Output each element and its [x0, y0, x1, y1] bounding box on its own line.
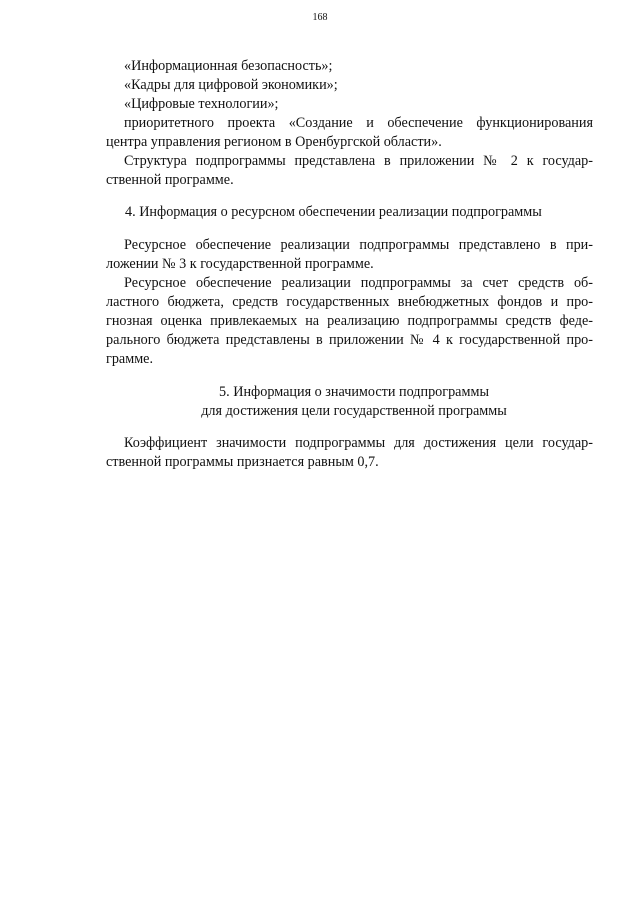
- list-item: «Информационная безопасность»;: [124, 58, 333, 74]
- section-4-paragraph-1: [106, 236, 593, 274]
- heading-line: 5. Информация о значимости подпрограммы: [219, 384, 489, 400]
- text-line: ложении № 3 к государственной программе.: [106, 256, 374, 272]
- text-line: Ресурсное обеспечение реализации подпрограммы за счет средств об-: [124, 275, 593, 291]
- text-line: ластного бюджета, средств государственных внебюджетных фондов и про-: [106, 294, 593, 310]
- text-line: приоритетного проекта «Создание и обеспечение функционирования: [124, 115, 593, 131]
- section-5-paragraph-1: [106, 434, 593, 472]
- list-item: «Кадры для цифровой экономики»;: [124, 77, 338, 93]
- list-item: «Цифровые технологии»;: [124, 96, 279, 112]
- text-line: Структура подпрограммы представлена в приложении № 2 к государ-: [124, 153, 593, 169]
- text-line: ственной программе.: [106, 172, 234, 188]
- text-line: Ресурсное обеспечение реализации подпрограммы представлено в при-: [124, 237, 593, 253]
- text-line: Коэффициент значимости подпрограммы для достижения цели государ-: [124, 435, 593, 451]
- structure-paragraph: [106, 152, 593, 190]
- text-line: ственной программы признается равным 0,7.: [106, 454, 379, 470]
- heading-line: для достижения цели государственной программы: [201, 403, 507, 419]
- section-5-heading: [115, 383, 593, 421]
- page-number: 168: [312, 12, 328, 23]
- priority-project-paragraph: [106, 114, 593, 152]
- text-line: грамме.: [106, 351, 154, 367]
- text-line: рального бюджета представлены в приложении № 4 к государственной про-: [106, 332, 593, 348]
- document-body: [106, 57, 593, 472]
- text-line: гнозная оценка привлекаемых на реализацию подпрограммы средств феде-: [106, 313, 593, 329]
- section-4-heading: 4. Информация о ресурсном обеспечении реализации подпрограммы: [125, 204, 542, 220]
- text-line: центра управления регионом в Оренбургской области».: [106, 134, 442, 150]
- section-4-paragraph-2: [106, 274, 593, 369]
